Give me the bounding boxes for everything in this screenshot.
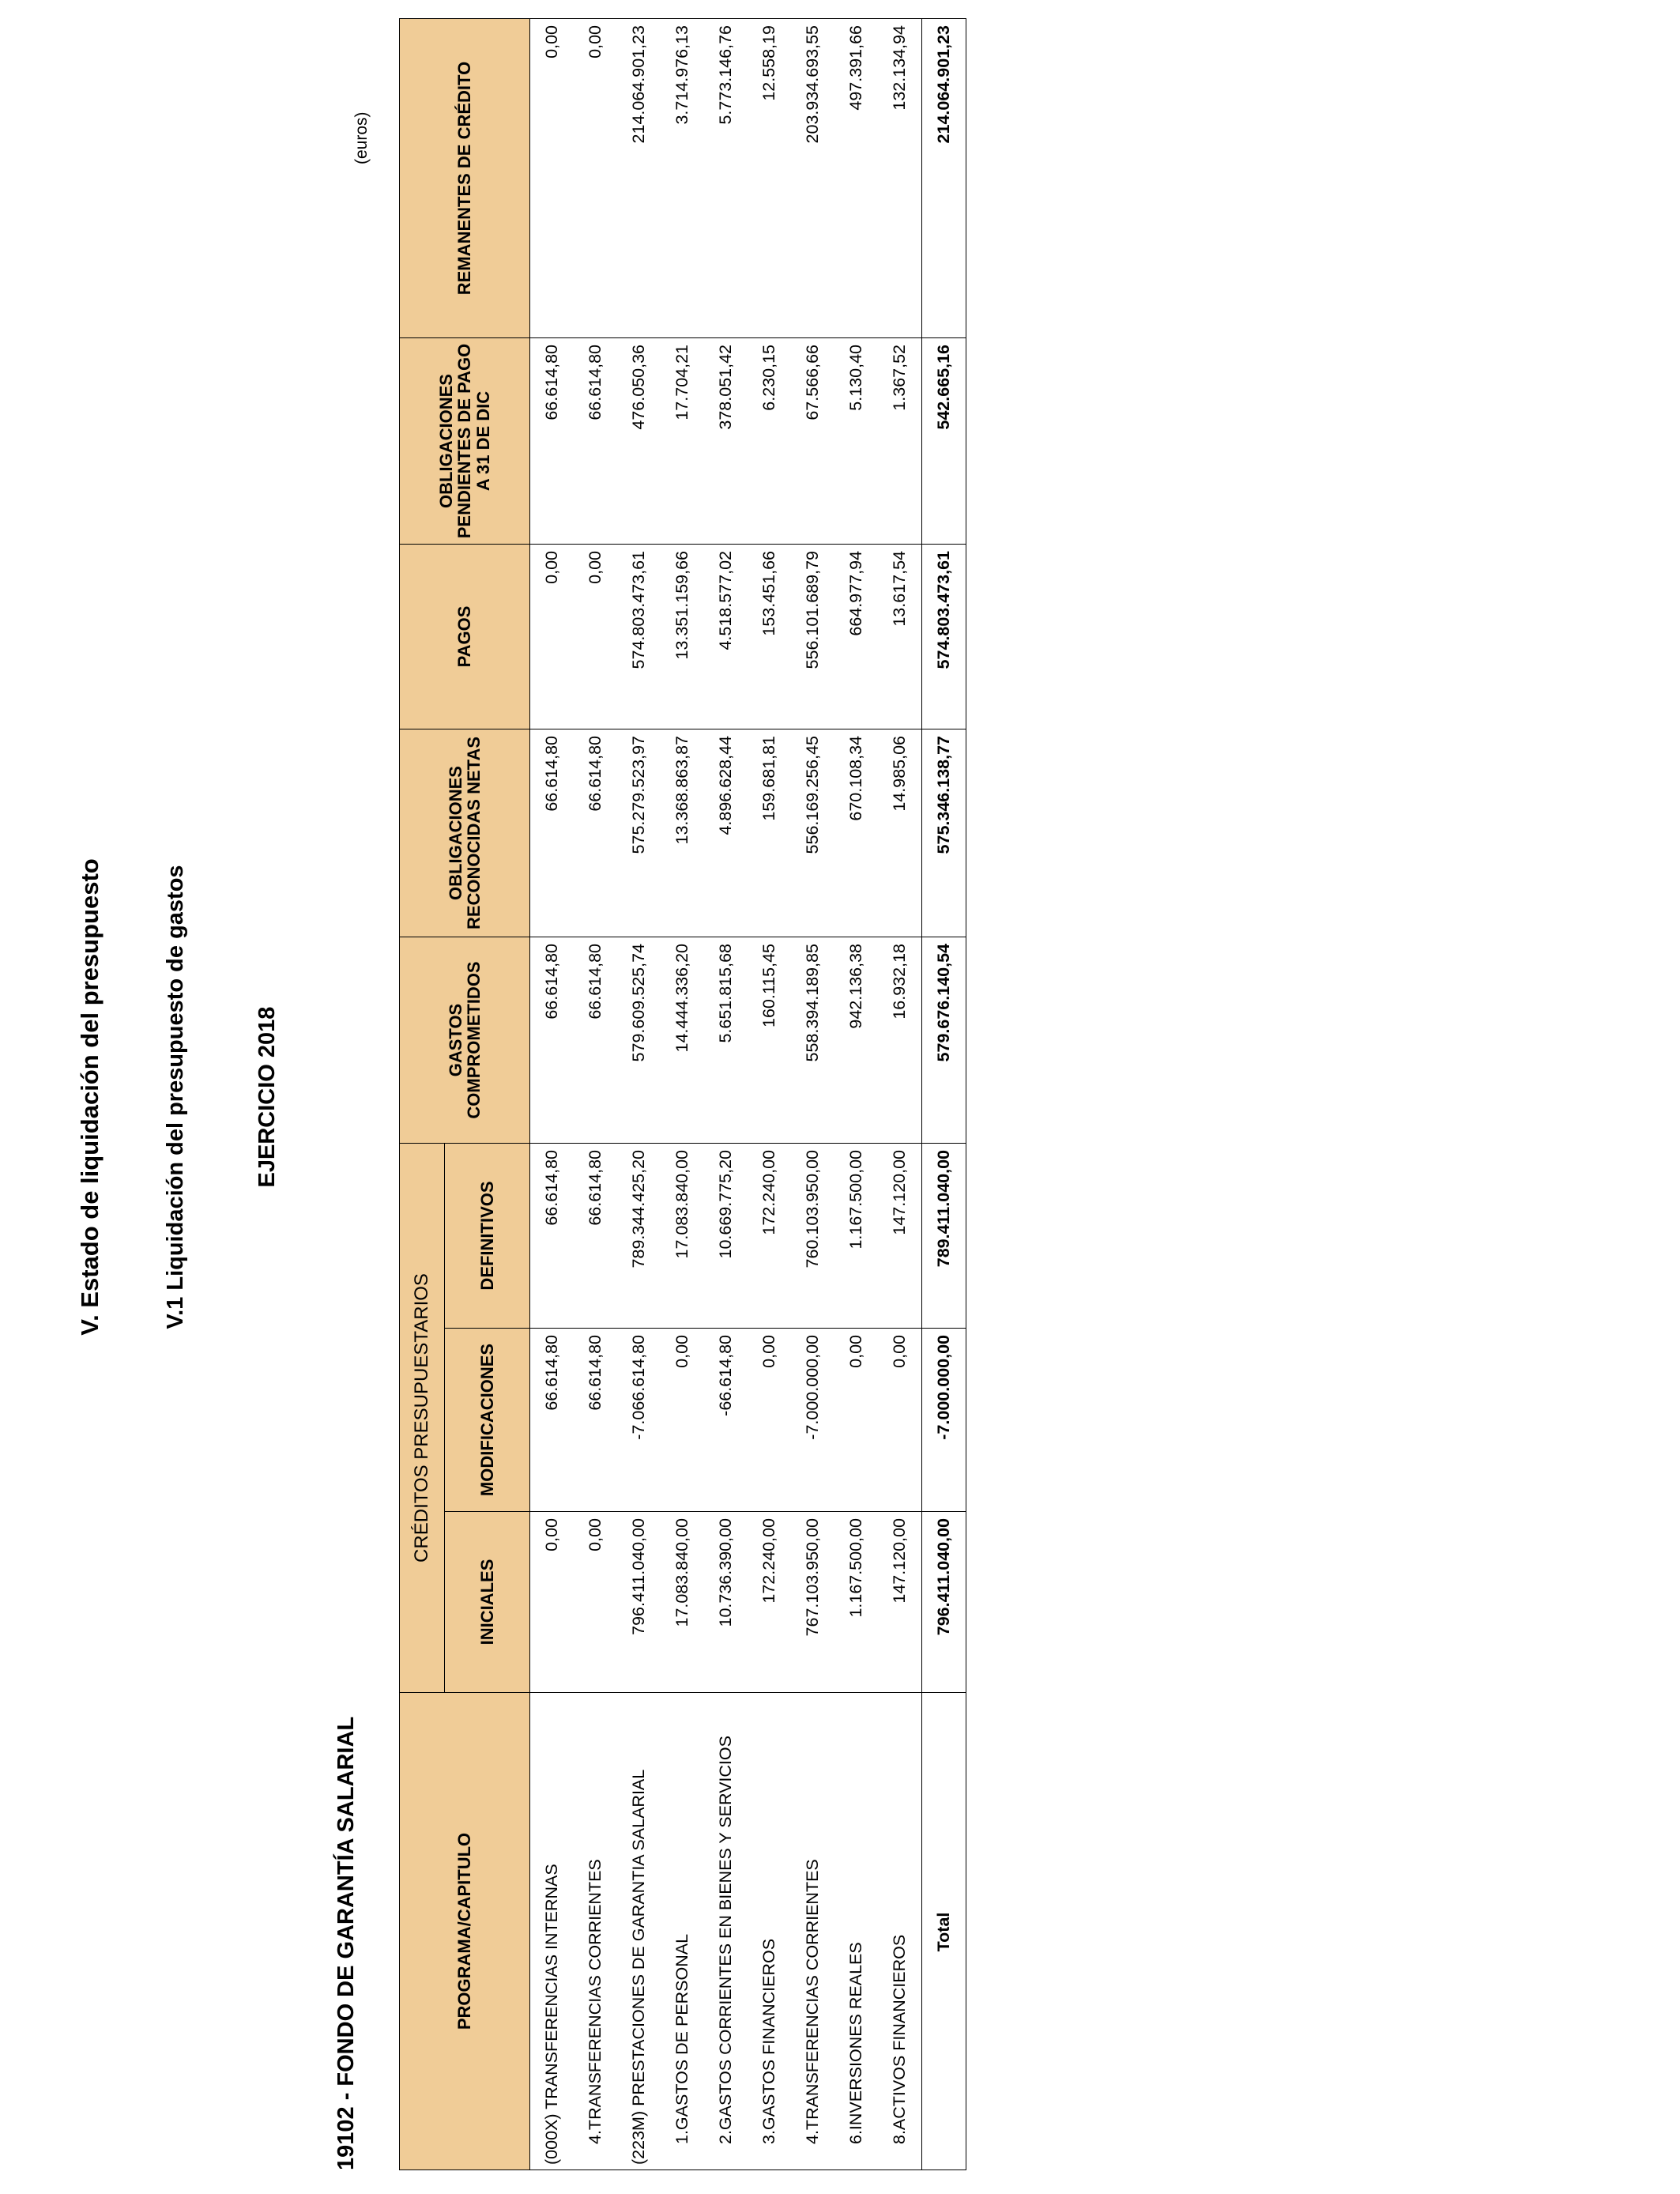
cell-reconocidas: 4.896.628,44 — [704, 729, 748, 937]
cell-pagos: 574.803.473,61 — [617, 545, 661, 729]
cell-modificaciones: 66.614,80 — [574, 1329, 617, 1512]
cell-pagos: 0,00 — [574, 545, 617, 729]
entity-name: 19102 - FONDO DE GARANTÍA SALARIAL — [333, 1716, 359, 2170]
row-label: 2.GASTOS CORRIENTES EN BIENES Y SERVICIOS — [704, 1693, 748, 2170]
header-obligaciones-reconocidas: OBLIGACIONES RECONOCIDAS NETAS — [400, 729, 530, 937]
cell-remanentes: 12.558,19 — [748, 19, 791, 338]
cell-comprometidos: 5.651.815,68 — [704, 937, 748, 1144]
cell-definitivos: 66.614,80 — [574, 1144, 617, 1329]
cell-pendientes: 66.614,80 — [574, 338, 617, 545]
table-row — [878, 19, 922, 2170]
cell-remanentes: 3.714.976,13 — [661, 19, 704, 338]
fiscal-year: EJERCICIO 2018 — [254, 1006, 280, 1188]
cell-modificaciones: -66.614,80 — [704, 1329, 748, 1512]
total-remanentes: 214.064.901,23 — [922, 19, 966, 338]
total-row — [922, 19, 966, 2170]
header-programa: PROGRAMA/CAPITULO — [400, 1693, 530, 2170]
cell-comprometidos: 942.136,38 — [834, 937, 878, 1144]
cell-comprometidos: 14.444.336,20 — [661, 937, 704, 1144]
cell-comprometidos: 16.932,18 — [878, 937, 922, 1144]
table-row — [530, 19, 574, 2170]
header-modificaciones: MODIFICACIONES — [445, 1329, 530, 1512]
cell-pendientes: 66.614,80 — [530, 338, 574, 545]
cell-definitivos: 10.669.775,20 — [704, 1144, 748, 1329]
cell-pendientes: 476.050,36 — [617, 338, 661, 545]
cell-remanentes: 214.064.901,23 — [617, 19, 661, 338]
cell-pendientes: 67.566,66 — [791, 338, 834, 545]
cell-pendientes: 378.051,42 — [704, 338, 748, 545]
cell-comprometidos: 160.115,45 — [748, 937, 791, 1144]
cell-remanentes: 5.773.146,76 — [704, 19, 748, 338]
table-row — [704, 19, 748, 2170]
cell-pagos: 13.351.159,66 — [661, 545, 704, 729]
table-row — [661, 19, 704, 2170]
row-label: 8.ACTIVOS FINANCIEROS — [878, 1693, 922, 2170]
cell-modificaciones: 0,00 — [661, 1329, 704, 1512]
report-subtitle: V.1 Liquidación del presupuesto de gastos — [163, 865, 188, 1329]
cell-pendientes: 17.704,21 — [661, 338, 704, 545]
cell-pagos: 4.518.577,02 — [704, 545, 748, 729]
cell-pendientes: 1.367,52 — [878, 338, 922, 545]
cell-definitivos: 760.103.950,00 — [791, 1144, 834, 1329]
cell-modificaciones: 66.614,80 — [530, 1329, 574, 1512]
cell-definitivos: 17.083.840,00 — [661, 1144, 704, 1329]
cell-reconocidas: 13.368.863,87 — [661, 729, 704, 937]
total-definitivos: 789.411.040,00 — [922, 1144, 966, 1329]
header-gastos-comprometidos: GASTOS COMPROMETIDOS — [400, 937, 530, 1144]
row-label: (223M) PRESTACIONES DE GARANTIA SALARIAL — [617, 1693, 661, 2170]
table-row — [748, 19, 791, 2170]
cell-reconocidas: 66.614,80 — [530, 729, 574, 937]
cell-definitivos: 147.120,00 — [878, 1144, 922, 1329]
row-label: 1.GASTOS DE PERSONAL — [661, 1693, 704, 2170]
cell-definitivos: 1.167.500,00 — [834, 1144, 878, 1329]
cell-pendientes: 5.130,40 — [834, 338, 878, 545]
row-label: 4.TRANSFERENCIAS CORRIENTES — [574, 1693, 617, 2170]
cell-modificaciones: -7.066.614,80 — [617, 1329, 661, 1512]
cell-pagos: 13.617,54 — [878, 545, 922, 729]
cell-iniciales: 172.240,00 — [748, 1512, 791, 1693]
total-pagos: 574.803.473,61 — [922, 545, 966, 729]
header-obligaciones-pendientes: OBLIGACIONES PENDIENTES DE PAGO A 31 DE DIC — [400, 338, 530, 545]
cell-reconocidas: 159.681,81 — [748, 729, 791, 937]
header-iniciales: INICIALES — [445, 1512, 530, 1693]
cell-remanentes: 497.391,66 — [834, 19, 878, 338]
cell-comprometidos: 66.614,80 — [530, 937, 574, 1144]
cell-iniciales: 796.411.040,00 — [617, 1512, 661, 1693]
total-iniciales: 796.411.040,00 — [922, 1512, 966, 1693]
cell-reconocidas: 556.169.256,45 — [791, 729, 834, 937]
cell-modificaciones: -7.000.000,00 — [791, 1329, 834, 1512]
total-reconocidas: 575.346.138,77 — [922, 729, 966, 937]
cell-iniciales: 0,00 — [574, 1512, 617, 1693]
cell-iniciales: 767.103.950,00 — [791, 1512, 834, 1693]
table-row — [574, 19, 617, 2170]
row-label: (000X) TRANSFERENCIAS INTERNAS — [530, 1693, 574, 2170]
header-creditos-group: CRÉDITOS PRESUPUESTARIOS — [400, 1144, 445, 1693]
table-row — [834, 19, 878, 2170]
cell-definitivos: 172.240,00 — [748, 1144, 791, 1329]
cell-comprometidos: 66.614,80 — [574, 937, 617, 1144]
table-row — [791, 19, 834, 2170]
cell-comprometidos: 579.609.525,74 — [617, 937, 661, 1144]
cell-definitivos: 789.344.425,20 — [617, 1144, 661, 1329]
cell-reconocidas: 670.108,34 — [834, 729, 878, 937]
cell-iniciales: 17.083.840,00 — [661, 1512, 704, 1693]
cell-reconocidas: 66.614,80 — [574, 729, 617, 937]
cell-remanentes: 132.134,94 — [878, 19, 922, 338]
header-definitivos: DEFINITIVOS — [445, 1144, 530, 1329]
cell-modificaciones: 0,00 — [878, 1329, 922, 1512]
cell-remanentes: 203.934.693,55 — [791, 19, 834, 338]
cell-iniciales: 10.736.390,00 — [704, 1512, 748, 1693]
cell-iniciales: 147.120,00 — [878, 1512, 922, 1693]
currency-unit: (euros) — [352, 111, 371, 164]
cell-pagos: 556.101.689,79 — [791, 545, 834, 729]
report-title: V. Estado de liquidación del presupuesto — [76, 858, 104, 1336]
total-label: Total — [922, 1693, 966, 2170]
cell-comprometidos: 558.394.189,85 — [791, 937, 834, 1144]
header-remanentes: REMANENTES DE CRÉDITO — [400, 19, 530, 338]
total-comprometidos: 579.676.140,54 — [922, 937, 966, 1144]
cell-remanentes: 0,00 — [530, 19, 574, 338]
row-label: 4.TRANSFERENCIAS CORRIENTES — [791, 1693, 834, 2170]
cell-pagos: 0,00 — [530, 545, 574, 729]
row-label: 3.GASTOS FINANCIEROS — [748, 1693, 791, 2170]
cell-reconocidas: 14.985,06 — [878, 729, 922, 937]
cell-definitivos: 66.614,80 — [530, 1144, 574, 1329]
header-pagos: PAGOS — [400, 545, 530, 729]
cell-pagos: 153.451,66 — [748, 545, 791, 729]
row-label: 6.INVERSIONES REALES — [834, 1693, 878, 2170]
cell-modificaciones: 0,00 — [834, 1329, 878, 1512]
table-row — [617, 19, 661, 2170]
cell-pagos: 664.977,94 — [834, 545, 878, 729]
cell-reconocidas: 575.279.523,97 — [617, 729, 661, 937]
cell-iniciales: 0,00 — [530, 1512, 574, 1693]
total-modificaciones: -7.000.000,00 — [922, 1329, 966, 1512]
total-pendientes: 542.665,16 — [922, 338, 966, 545]
cell-modificaciones: 0,00 — [748, 1329, 791, 1512]
cell-iniciales: 1.167.500,00 — [834, 1512, 878, 1693]
cell-pendientes: 6.230,15 — [748, 338, 791, 545]
cell-remanentes: 0,00 — [574, 19, 617, 338]
budget-table — [399, 18, 966, 2170]
